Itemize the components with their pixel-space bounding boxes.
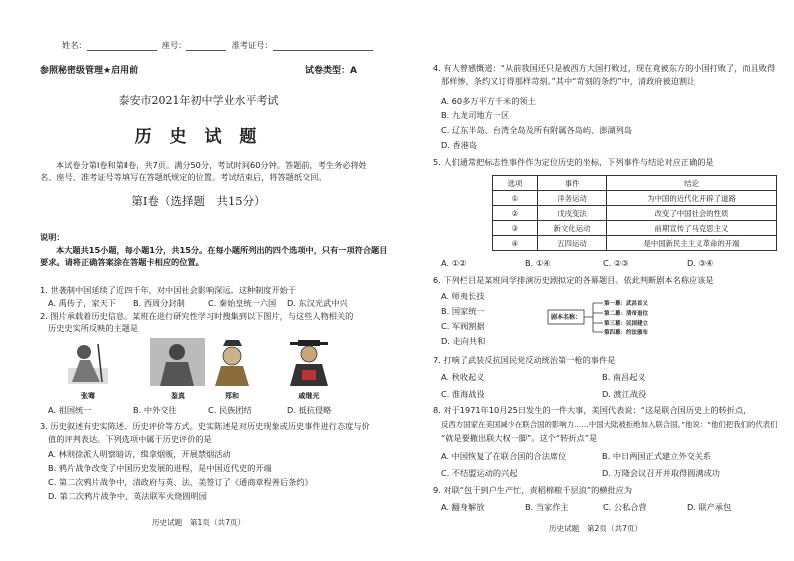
table-cell: 新文化运动 xyxy=(538,221,607,236)
act-3: 第三幕：民国建立 xyxy=(604,321,649,327)
portrait-jian-zhen xyxy=(150,338,205,386)
q4-option-c: C. 辽东半岛、台湾全岛及所有附属各岛屿、澎湖列岛 xyxy=(441,125,633,135)
table-cell: 戊戌变法 xyxy=(538,206,607,221)
q1-option-c: C. 秦始皇统一六国 xyxy=(208,298,277,308)
q8-option-a: A. 中国恢复了在联合国的合法席位 xyxy=(441,451,567,461)
right-page xyxy=(397,0,794,561)
exam-title: 泰安市2021年初中学业水平考试 xyxy=(118,94,279,107)
q6-option-a: A. 师夷长技 xyxy=(441,291,485,301)
paper-type: 试卷类型：A xyxy=(305,66,357,76)
note-line-2: 要求。请将正确答案涂在答题卡相应的位置。 xyxy=(40,257,204,267)
q1-option-a: A. 禹传子，家天下 xyxy=(48,298,116,308)
seat-label: 座号： xyxy=(161,40,187,50)
portrait-qi-jiguang xyxy=(282,338,337,386)
q7-option-c: C. 淮海战役 xyxy=(441,389,485,399)
table-cell: 五四运动 xyxy=(538,236,607,251)
name-blank xyxy=(87,42,157,51)
portrait-zhang-qian xyxy=(60,338,115,386)
q6-option-b: B. 国家统一 xyxy=(441,306,485,316)
q5-option-c: C. ②③ xyxy=(603,258,629,268)
q1-option-b: B. 西周分封制 xyxy=(133,298,185,308)
note-line-1: 本大题共15小题，每小题1分，共15分。在每小题所列出的四个选项中，只有一项符合题目 xyxy=(56,245,388,255)
q8-stem-2: 反西方国家在美国减少在联合国的影响力……中国大陆被拒绝加入联合国。”他说：“他们把我们的代表们 xyxy=(441,420,778,429)
q1-option-d: D. 东汉光武中兴 xyxy=(287,298,348,308)
caption-zhang-qian: 张骞 xyxy=(81,392,95,400)
q5-stem: 5. 人们通常把标志性事件作为定位历史的坐标，下列事件与结论对应正确的是 xyxy=(433,157,714,167)
table-row xyxy=(493,221,777,236)
q2-stem-1: 2. 图片承载着历史信息。某班在进行研究性学习时搜集到以下图片，与这些人物相关的 xyxy=(40,311,354,321)
q7-option-b: B. 南昌起义 xyxy=(602,372,646,382)
script-name-label: 剧本名称： xyxy=(551,314,582,321)
table-header-event: 事件 xyxy=(538,176,607,191)
q4-stem-1: 4. 有人曾感慨道：“从前我国还只是被西方大国打败过，现在竟被东方的小国打败了，而且败得 xyxy=(433,63,776,73)
q6-script-diagram xyxy=(547,299,669,337)
table-cell: ③ xyxy=(493,221,538,236)
act-2: 第二幕：清帝退位 xyxy=(604,311,649,317)
q9-option-d: D. 联产承包 xyxy=(687,502,732,512)
section-title: 第Ⅰ卷（选择题 共15分） xyxy=(131,194,266,208)
q2-option-c: C. 民族团结 xyxy=(208,405,252,415)
q2-stem-2: 历史史实所反映的主题是 xyxy=(48,323,139,333)
q3-option-d: D. 第二次鸦片战争中，英法联军火烧圆明园 xyxy=(48,491,207,501)
table-header-conclusion: 结论 xyxy=(607,176,777,191)
q8-option-d: D. 万隆会议召开并取得圆满成功 xyxy=(602,468,720,478)
q9-option-b: B. 当家作主 xyxy=(525,502,569,512)
q2-option-a: A. 祖国统一 xyxy=(48,405,92,415)
intro-line-1: 本试卷分第Ⅰ卷和第Ⅱ卷，共7页。满分50分，考试时间60分钟。答题前，考生务必将姓 xyxy=(56,160,367,170)
table-cell: 改变了中国社会的性质 xyxy=(607,206,777,221)
table-header-option: 选项 xyxy=(493,176,538,191)
q3-stem-2: 值的评判表达。下列选项中属于历史评价的是 xyxy=(48,434,212,444)
table-header-row xyxy=(493,176,777,191)
q2-option-d: D. 抵抗侵略 xyxy=(287,405,332,415)
table-cell: ④ xyxy=(493,236,538,251)
intro-line-2: 名、座号、准考证号等填写在答题纸规定的位置。考试结束后，将答题纸交回。 xyxy=(40,172,327,182)
act-1: 第一幕：武昌首义 xyxy=(604,301,649,307)
q7-option-d: D. 渡江战役 xyxy=(602,389,647,399)
q7-stem: 7. 打响了武装反抗国民党反动统治第一枪的事件是 xyxy=(433,355,616,365)
secret-level: 参照秘密级管理★启用前 xyxy=(40,66,139,76)
q4-option-b: B. 九龙司地方一区 xyxy=(441,110,510,120)
table-cell: ① xyxy=(493,191,538,206)
table-row xyxy=(493,191,777,206)
note-label: 说明： xyxy=(40,232,65,242)
q8-stem-3: “就是要撤出联大权一脚”。这个“转折点”是 xyxy=(441,433,598,443)
exam-id-blank xyxy=(273,42,373,51)
act-4: 第四幕：约法颁布 xyxy=(604,330,649,336)
table-cell: 洋务运动 xyxy=(538,191,607,206)
portrait-zheng-he xyxy=(205,338,260,386)
q6-option-d: D. 走向共和 xyxy=(441,336,486,346)
exam-id-label: 准考证号： xyxy=(231,40,273,50)
table-row xyxy=(493,206,777,221)
left-footer: 历史试题 第1页（共7页） xyxy=(151,518,246,527)
q9-stem: 9. 对联“包干到户生产忙，责稻棉粮千层浪”的横批应为 xyxy=(433,485,633,495)
q6-stem: 6. 下列栏目是某班同学排演历史剧拟定的各幕题目。依此判断剧本名称应该是 xyxy=(433,275,714,285)
q4-option-a: A. 60多万平方千米的领土 xyxy=(441,96,536,106)
q8-option-c: C. 不结盟运动的兴起 xyxy=(441,468,518,478)
q9-option-c: C. 公私合营 xyxy=(603,502,647,512)
q5-table xyxy=(492,175,777,251)
table-cell: ② xyxy=(493,206,538,221)
seat-blank xyxy=(186,42,226,51)
table-row xyxy=(493,236,777,251)
caption-qi-jiguang: 戚继光 xyxy=(298,392,320,400)
name-field xyxy=(62,40,373,51)
q3-stem-1: 3. 历史叙述有史实陈述、历史评价等方式。史实陈述是对历史现象或历史事件进行态度与价 xyxy=(40,421,370,431)
table-cell: 为中国的近代化开辟了道路 xyxy=(607,191,777,206)
q5-option-a: A. ①② xyxy=(441,258,467,268)
q2-option-b: B. 中外交往 xyxy=(133,405,177,415)
table-cell: 是中国新民主主义革命的开端 xyxy=(607,236,777,251)
name-label: 姓名： xyxy=(62,40,87,50)
q8-option-b: B. 中日两国正式建立外交关系 xyxy=(602,451,712,461)
subject-title: 历 史 试 题 xyxy=(134,127,263,147)
q4-stem-2: 那样惨，条约又订得那样苛刻。”其中“苛刻的条约”中，清政府被迫割让 xyxy=(441,76,696,86)
q9-option-a: A. 翻身解放 xyxy=(441,502,485,512)
caption-jian-zhen: 鉴真 xyxy=(171,392,185,400)
q3-option-c: C. 第二次鸦片战争中，清政府与英、法、美签订了《通商章程善后条约》 xyxy=(48,477,313,487)
q5-option-b: B. ①④ xyxy=(525,258,551,268)
q4-option-d: D. 香港岛 xyxy=(441,140,478,150)
q5-option-d: D. ③④ xyxy=(687,258,714,268)
q3-option-b: B. 鸦片战争改变了中国历史发展的进程，是中国近代史的开端 xyxy=(48,463,272,473)
q8-stem-1: 8. 对于1971年10月25日发生的一件大事，美国代表说：“这是联合国历史上的转折点， xyxy=(433,405,752,415)
q1-stem: 1. 世袭制中国延续了近四千年，对中国社会影响深远。这种制度开始于 xyxy=(40,285,297,295)
right-footer: 历史试题 第2页（共7页） xyxy=(548,524,643,533)
q3-option-a: A. 林则徐派人明察暗访，缉拿烟贩，开展禁烟活动 xyxy=(48,449,231,459)
q6-option-c: C. 军阀割据 xyxy=(441,321,485,331)
caption-zheng-he: 郑和 xyxy=(225,392,239,400)
q7-option-a: A. 秋收起义 xyxy=(441,372,485,382)
table-cell: 前期宣传了马克思主义 xyxy=(607,221,777,236)
